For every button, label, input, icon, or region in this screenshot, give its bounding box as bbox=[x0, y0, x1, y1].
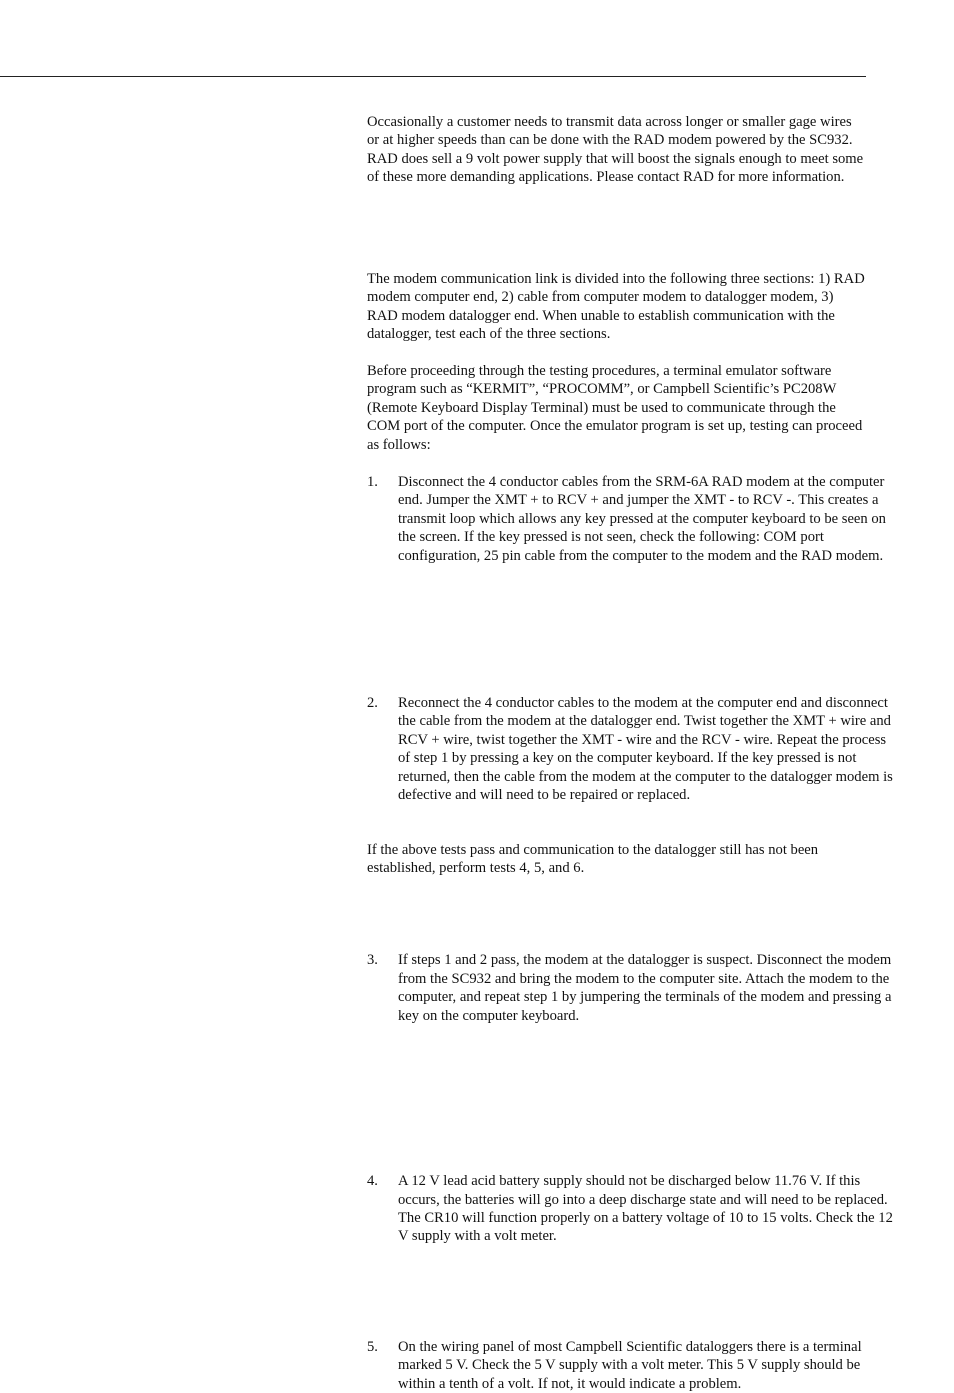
header-rule bbox=[0, 76, 866, 77]
step-number: 5. bbox=[367, 1338, 378, 1355]
tests-paragraph: If the above tests pass and communication to the datalogger still has not been established, perform tests 4, 5, and 6. bbox=[367, 842, 819, 877]
step-text: If steps 1 and 2 pass, the modem at the datalogger is suspect. Disconnect the modem from the SC932 and bring the modem to the computer site. Attach the modem to the computer, and repeat step 1 by jumpering the terminals of the modem and pressing a key on the computer keyboard. bbox=[398, 952, 892, 1024]
list-item-step-2 bbox=[367, 694, 898, 804]
emulator-paragraph: Before proceeding through the testing procedures, a terminal emulator software program such as “KERMIT”, “PROCOMM”, or Campbell Scientific’s PC208W (Remote Keyboard Display Terminal) must be used to communicate through the COM port of the computer. Once the emulator program is set up, testing can proceed as follows: bbox=[367, 363, 863, 453]
step-text: Disconnect the 4 conductor cables from the SRM-6A RAD modem at the computer end. Jumper the XMT + to RCV + and jumper the XMT - to RCV -. This creates a transmit loop which allows any key pressed at the computer keyboard to be seen on the screen. If the key pressed is not seen, check the following: COM port configuration, 25 pin cable from the computer to the modem and the RAD modem. bbox=[398, 474, 886, 564]
step-text: On the wiring panel of most Campbell Scientific dataloggers there is a terminal marked 5 V. Check the 5 V supply with a volt meter. This 5 V supply should be within a tenth of a volt. If not, it would indicate a problem. bbox=[398, 1338, 862, 1392]
intro-paragraph: Occasionally a customer needs to transmit data across longer or smaller gage wires or at higher speeds than can be done with the RAD modem powered by the SC932. RAD does sell a 9 volt power supply that will boost the signals enough to meet some of these more demanding applications. Please contact RAD for more information. bbox=[367, 114, 864, 186]
step-number: 4. bbox=[367, 1173, 378, 1190]
list-item-step-3 bbox=[367, 951, 898, 1025]
list-item-step-1 bbox=[367, 473, 898, 565]
step-text: A 12 V lead acid battery supply should not be discharged below 11.76 V. If this occurs, the batteries will go into a deep discharge state and will need to be replaced. The CR10 will function properly on a battery voltage of 10 to 15 volts. Check the 12 V supply with a volt meter. bbox=[398, 1173, 893, 1245]
step-text: Reconnect the 4 conductor cables to the modem at the computer end and disconnect the cable from the modem at the datalogger end. Twist together the XMT + wire and RCV + wire, twist together the XMT - wire and the RCV - wire. Repeat the process of step 1 by pressing a key on the computer keyboard. If the key pressed is not returned, then the cable from the modem at the computer to the datalogger modem is defective and will need to be repaired or replaced. bbox=[398, 695, 893, 804]
step-number: 1. bbox=[367, 474, 378, 490]
link-sections-paragraph: The modem communication link is divided into the following three sections: 1) RAD modem computer end, 2) cable from computer modem to datalogger modem, 3) RAD modem datalogger end. When unable to establish communication with the datalogger, test each of the three sections. bbox=[367, 271, 865, 343]
step-number: 2. bbox=[367, 695, 378, 712]
step-number: 3. bbox=[367, 952, 378, 969]
list-item-step-5 bbox=[367, 1338, 898, 1393]
